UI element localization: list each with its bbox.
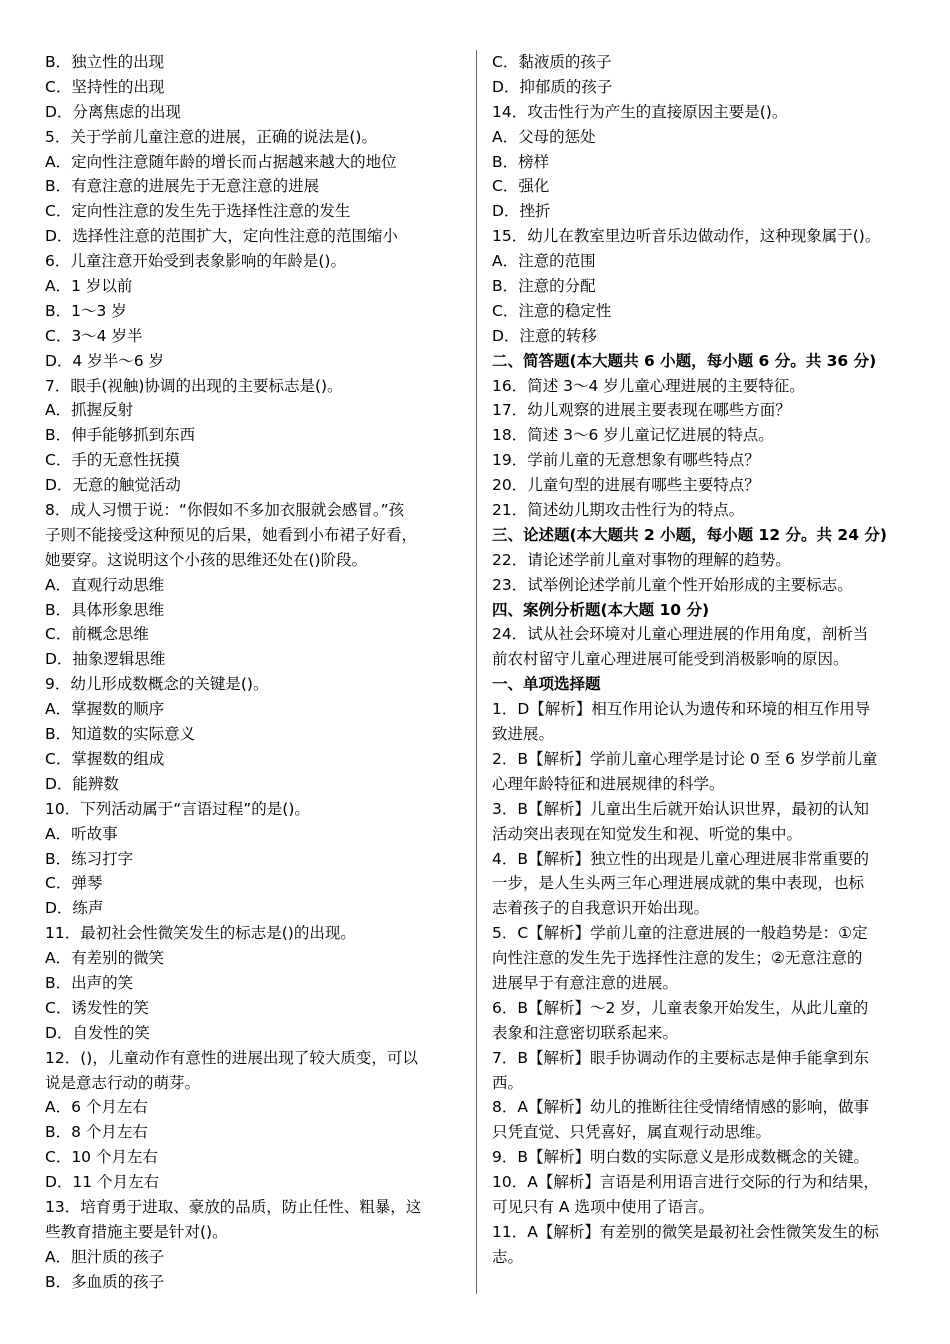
- text-line: 7．B【解析】眼手协调动作的主要标志是伸手能拿到东: [492, 1048, 869, 1067]
- text-line: A．注意的范围: [492, 252, 596, 271]
- text-line: B．知道数的实际意义: [45, 725, 196, 744]
- text-line: 9．B【解析】明白数的实际意义是形成数概念的关键。: [492, 1148, 869, 1167]
- text-line: 志。: [492, 1247, 524, 1266]
- text-line: A．定向性注意随年龄的增长而占据越来越大的地位: [45, 152, 397, 171]
- text-line: 9．幼儿形成数概念的关键是()。: [45, 675, 269, 694]
- text-line: A．胆汁质的孩子: [45, 1247, 165, 1266]
- text-line: 6．B【解析】～2 岁，儿童表象开始发生，从此儿童的: [492, 998, 869, 1017]
- text-line: D．4 岁半～6 岁: [45, 351, 165, 370]
- section-heading: 一、单项选择题: [492, 675, 601, 694]
- text-line: 6．儿童注意开始受到表象影响的年龄是()。: [45, 252, 346, 271]
- text-line: 只凭直觉、只凭喜好，属直观行动思维。: [492, 1123, 772, 1142]
- text-line: A．父母的惩处: [492, 127, 596, 146]
- text-line: D．注意的转移: [492, 326, 597, 345]
- text-line: 11．最初社会性微笑发生的标志是()的出现。: [45, 924, 356, 943]
- text-line: D．练声: [45, 899, 104, 918]
- text-line: C．定向性注意的发生先于选择性注意的发生: [45, 202, 351, 221]
- text-line: B．具体形象思维: [45, 600, 165, 619]
- text-line: D．分离焦虑的出现: [45, 102, 181, 121]
- text-line: A．掌握数的顺序: [45, 700, 165, 719]
- text-line: 21．简述幼儿期攻击性行为的特点。: [492, 501, 745, 520]
- text-line: 些教育措施主要是针对()。: [45, 1222, 228, 1241]
- text-line: 致进展。: [492, 725, 555, 744]
- text-line: B．注意的分配: [492, 277, 596, 296]
- text-line: C．手的无意性抚摸: [45, 451, 180, 470]
- text-line: 可见只有 A 选项中使用了语言。: [492, 1197, 714, 1216]
- section-heading: 三、论述题(本大题共 2 小题，每小题 12 分。共 24 分): [492, 525, 887, 544]
- text-line: A．1 岁以前: [45, 277, 133, 296]
- text-line: 8．A【解析】幼儿的推断往往受情绪情感的影响，做事: [492, 1098, 869, 1117]
- text-line: 1．D【解析】相互作用论认为遗传和环境的相互作用导: [492, 700, 871, 719]
- text-line: A．听故事: [45, 824, 118, 843]
- section-heading: 四、案例分析题(本大题 10 分): [492, 600, 710, 619]
- text-line: 8．成人习惯于说：“你假如不多加衣服就会感冒。”孩: [45, 501, 405, 520]
- text-line: C．坚持性的出现: [45, 77, 165, 96]
- text-line: 子则不能接受这种预见的后果，她看到小布裙子好看，: [45, 525, 418, 544]
- column-divider: [476, 50, 477, 1294]
- text-line: 说是意志行动的萌芽。: [45, 1073, 201, 1092]
- text-line: 2．B【解析】学前儿童心理学是讨论 0 至 6 岁学前儿童: [492, 749, 878, 768]
- text-line: A．6 个月左右: [45, 1098, 148, 1117]
- text-line: 10．下列活动属于“言语过程”的是()。: [45, 799, 310, 818]
- text-line: B．伸手能够抓到东西: [45, 426, 196, 445]
- text-line: D．能辨数: [45, 774, 119, 793]
- text-line: 12．()，儿童动作有意性的进展出现了较大质变，可以: [45, 1048, 418, 1067]
- text-line: D．11 个月左右: [45, 1173, 160, 1192]
- text-line: B．出声的笑: [45, 973, 134, 992]
- text-line: 心理年龄特征和进展规律的科学。: [492, 774, 725, 793]
- text-line: 5．关于学前儿童注意的进展，正确的说法是()。: [45, 127, 377, 146]
- text-line: B．1～3 岁: [45, 301, 127, 320]
- text-line: A．有差别的微笑: [45, 949, 165, 968]
- text-line: 4．B【解析】独立性的出现是儿童心理进展非常重要的: [492, 849, 869, 868]
- section-heading: 二、简答题(本大题共 6 小题，每小题 6 分。共 36 分): [492, 351, 877, 370]
- text-line: C．前概念思维: [45, 625, 149, 644]
- text-line: 3．B【解析】儿童出生后就开始认识世界，最初的认知: [492, 799, 869, 818]
- text-line: 18．简述 3～6 岁儿童记忆进展的特点。: [492, 426, 774, 445]
- text-line: 15．幼儿在教室里边听音乐边做动作，这种现象属于()。: [492, 227, 881, 246]
- text-line: 19．学前儿童的无意想象有哪些特点？: [492, 451, 760, 470]
- text-line: A．抓握反射: [45, 401, 134, 420]
- text-line: 前农村留守儿童心理进展可能受到消极影响的原因。: [492, 650, 849, 669]
- text-line: 23．试举例论述学前儿童个性开始形成的主要标志。: [492, 575, 853, 594]
- text-line: C．10 个月左右: [45, 1148, 158, 1167]
- text-line: 20．儿童句型的进展有哪些主要特点？: [492, 476, 760, 495]
- text-line: A．直观行动思维: [45, 575, 165, 594]
- text-line: 17．幼儿观察的进展主要表现在哪些方面？: [492, 401, 791, 420]
- text-line: C．掌握数的组成: [45, 749, 165, 768]
- text-line: B．练习打字: [45, 849, 134, 868]
- text-line: C．诱发性的笑: [45, 998, 149, 1017]
- text-line: B．8 个月左右: [45, 1123, 148, 1142]
- text-line: 7．眼手(视触)协调的出现的主要标志是()。: [45, 376, 343, 395]
- text-line: B．榜样: [492, 152, 550, 171]
- text-line: D．挫折: [492, 202, 551, 221]
- right-column: [492, 50, 912, 1270]
- text-line: C．黏液质的孩子: [492, 53, 612, 71]
- text-line: D．抽象逻辑思维: [45, 650, 166, 669]
- text-line: 22．请论述学前儿童对事物的理解的趋势。: [492, 550, 791, 569]
- text-line: 11．A【解析】有差别的微笑是最初社会性微笑发生的标: [492, 1222, 879, 1241]
- text-line: D．抑郁质的孩子: [492, 77, 613, 96]
- text-line: B．独立性的出现: [45, 53, 165, 71]
- text-line: 表象和注意密切联系起来。: [492, 1023, 679, 1042]
- text-line: 活动突出表现在知觉发生和视、听觉的集中。: [492, 824, 803, 843]
- text-line: B．多血质的孩子: [45, 1272, 165, 1291]
- text-line: 14．攻击性行为产生的直接原因主要是()。: [492, 102, 788, 121]
- text-line: 志着孩子的自我意识开始出现。: [492, 899, 710, 918]
- text-line: C．强化: [492, 177, 550, 196]
- text-line: 24．试从社会环境对儿童心理进展的作用角度，剖析当: [492, 625, 869, 644]
- text-line: D．自发性的笑: [45, 1023, 150, 1042]
- text-line: 向性注意的发生先于选择性注意的发生；②无意注意的: [492, 949, 863, 968]
- text-line: 16．简述 3～4 岁儿童心理进展的主要特征。: [492, 376, 805, 395]
- text-line: 10．A【解析】言语是利用语言进行交际的行为和结果，: [492, 1173, 879, 1192]
- text-line: C．弹琴: [45, 874, 103, 893]
- text-line: D．无意的触觉活动: [45, 476, 181, 495]
- text-line: 13．培育勇于进取、豪放的品质，防止任性、粗暴，这: [45, 1197, 422, 1216]
- text-line: B．有意注意的进展先于无意注意的进展: [45, 177, 320, 196]
- text-line: 一步，是人生头两三年心理进展成就的集中表现，也标: [492, 874, 865, 893]
- text-line: 西。: [492, 1073, 524, 1092]
- text-line: C．3～4 岁半: [45, 326, 143, 345]
- text-line: 5．C【解析】学前儿童的注意进展的一般趋势是：①定: [492, 924, 868, 943]
- text-line: C．注意的稳定性: [492, 301, 612, 320]
- text-line: D．选择性注意的范围扩大，定向性注意的范围缩小: [45, 227, 398, 246]
- text-line: 进展早于有意注意的进展。: [492, 973, 679, 992]
- left-column: [45, 50, 465, 1295]
- text-line: 她要穿。这说明这个小孩的思维还处在()阶段。: [45, 550, 368, 569]
